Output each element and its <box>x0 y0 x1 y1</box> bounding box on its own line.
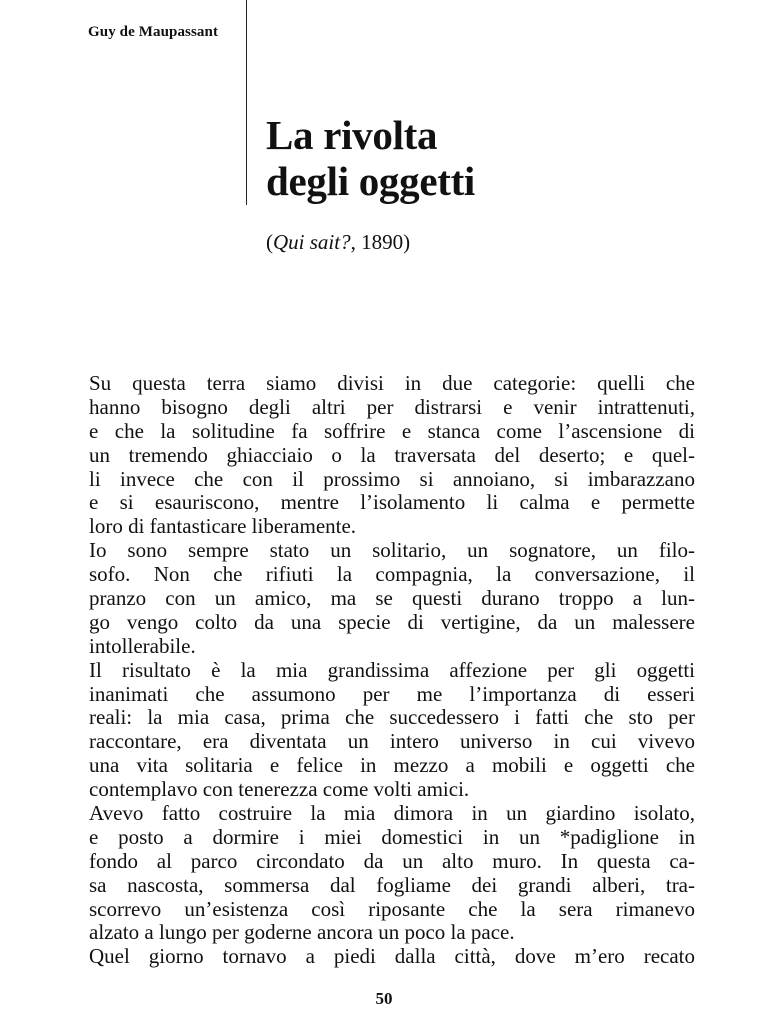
text-line: Io sono sempre stato un solitario, un sognatore, un filo- <box>89 538 695 563</box>
title-line-1: La rivolta <box>266 112 438 158</box>
text-line: hanno bisogno degli altri per distrarsi e venir intrattenuti, <box>89 394 695 419</box>
title-line-2: degli oggetti <box>266 158 476 204</box>
source-year: , 1890) <box>350 230 411 254</box>
text-line: e posto a dormire i miei domestici in un *padiglione in <box>89 824 695 849</box>
text-line: e si esauriscono, mentre l’isolamento li calma e permette <box>89 490 695 515</box>
text-line: Il risultato è la mia grandissima affezione per gli oggetti <box>89 657 695 682</box>
text-line: reali: la mia casa, prima che succedessero i fatti che sto per <box>89 705 695 730</box>
source-work-title: Qui sait? <box>273 230 351 254</box>
text-line: sofo. Non che rifiuti la compagnia, la conversazione, il <box>89 562 695 587</box>
text-line: e che la solitudine fa soffrire e stanca come l’ascensione di <box>89 418 695 443</box>
text-line: sa nascosta, sommersa dal fogliame dei grandi alberi, tra- <box>89 872 695 897</box>
text-line: raccontare, era diventata un intero universo in cui vivevo <box>89 729 695 754</box>
chapter-title <box>266 112 475 204</box>
text-line: intollerabile. <box>89 633 196 658</box>
text-line: contemplavo con tenerezza come volti amici. <box>89 777 470 802</box>
body-text <box>89 372 695 969</box>
text-line: inanimati che assumono per me l’importanza di esseri <box>89 681 695 706</box>
text-line: Su questa terra siamo divisi in due categorie: quelli che <box>89 371 695 395</box>
chapter-source <box>266 228 410 256</box>
text-line: fondo al parco circondato da un alto muro. In questa ca- <box>89 848 695 873</box>
text-line: alzato a lungo per goderne ancora un poco la pace. <box>89 920 515 945</box>
page-number: 50 <box>375 989 393 1008</box>
text-line: una vita solitaria e felice in mezzo a mobili e oggetti che <box>89 753 695 778</box>
text-line: un tremendo ghiacciaio o la traversata del deserto; e quel- <box>89 442 695 467</box>
text-line: Avevo fatto costruire la mia dimora in un giardino isolato, <box>89 801 695 826</box>
running-head: Guy de Maupassant <box>88 24 219 40</box>
text-line: go vengo colto da una specie di vertigine, da un malessere <box>89 609 695 634</box>
text-line: Quel giorno tornavo a piedi dalla città, dove m’ero recato <box>89 944 695 969</box>
vertical-rule <box>246 0 247 205</box>
text-line: loro di fantasticare liberamente. <box>89 514 357 539</box>
text-line: li invece che con il prossimo si annoiano, si imbarazzano <box>89 466 695 491</box>
text-line: pranzo con un amico, ma se questi durano troppo a lun- <box>89 586 695 611</box>
source-open-paren: ( <box>266 230 273 254</box>
text-line: scorrevo un’esistenza così riposante che la sera rimanevo <box>89 896 695 921</box>
